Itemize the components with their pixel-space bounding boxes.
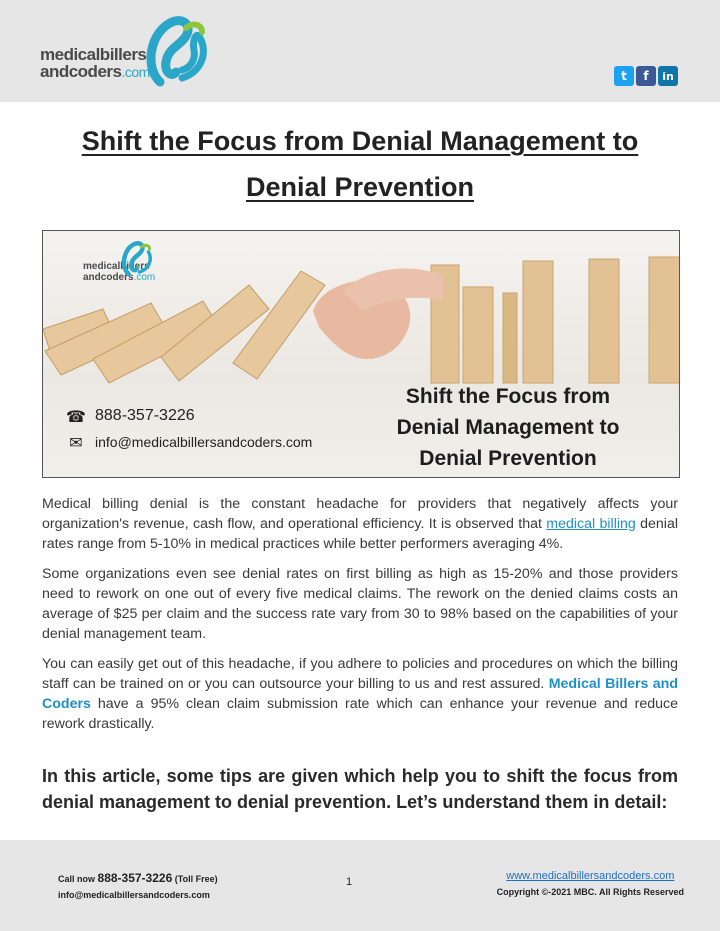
- hero-logo-line1: medicalbillers: [83, 261, 150, 272]
- footer-site: [497, 868, 684, 900]
- facebook-icon[interactable]: f: [636, 66, 656, 86]
- p1-text-b: denial rates range from 5-10% in medical practices while better performers averaging 4%.: [42, 516, 678, 552]
- footer-call-prefix: Call now: [58, 874, 98, 884]
- page-number: 1: [346, 876, 353, 888]
- hero-image: [42, 230, 680, 478]
- social-links: [614, 66, 678, 86]
- company-logo[interactable]: [40, 12, 210, 92]
- footer-email[interactable]: info@medicalbillersandcoders.com: [58, 890, 210, 900]
- footer-phone[interactable]: 888-357-3226: [97, 871, 173, 885]
- p3-text-a: You can easily get out of this headache, if you adhere to policies and procedures on which the billing staff can be trained on or you can outsource your billing to us and rest assured.: [42, 656, 678, 692]
- paragraph-1: [42, 494, 678, 554]
- footer: [0, 840, 720, 931]
- lead-paragraph: In this article, some tips are given which help you to shift the focus from denial management to denial prevention. Let’s understand them in detail:: [42, 766, 678, 812]
- title-line1: Shift the Focus from Denial Management to: [81, 126, 639, 156]
- paragraph-3: [42, 654, 678, 734]
- logo-com: .com: [121, 64, 150, 80]
- hero-logo-swirl-icon: [119, 239, 155, 279]
- hero-caption: [363, 381, 653, 474]
- hero-contact: [65, 403, 312, 455]
- footer-copyright: Copyright ©-2021 MBC. All Rights Reserved: [496, 887, 684, 897]
- paragraph-2: Some organizations even see denial rates on first billing as high as 15-20% and those providers need to rework on one out of every five medical claims. The rework on the denied claims costs an average of $25 per claim and the success rate vary from 30 to 98% based on the capabilities of your denial management team.: [42, 566, 678, 642]
- page-title: [40, 118, 680, 210]
- p1-text-a: Medical billing denial is the constant headache for providers that negatively affects your organization's revenue, cash flow, and operational efficiency. It is observed that: [42, 496, 678, 532]
- mail-icon: ✉: [69, 432, 83, 452]
- phone-icon: ☎: [66, 406, 86, 426]
- hero-caption-line2: Denial Management to: [396, 416, 620, 439]
- footer-website-link[interactable]: www.medicalbillersandcoders.com: [506, 870, 675, 882]
- linkedin-icon[interactable]: in: [658, 66, 678, 86]
- logo-wordmark: [40, 46, 150, 81]
- hero-logo-line2: andcoders: [83, 272, 134, 283]
- p3-text-b: have a 95% clean claim submission rate which can enhance your revenue and reduce rework drastically.: [42, 696, 678, 732]
- footer-call-suffix: (Toll Free): [172, 874, 218, 884]
- medical-billing-link[interactable]: medical billing: [546, 516, 636, 532]
- logo-line1: medicalbillers: [40, 45, 147, 64]
- header-band: [0, 0, 720, 102]
- hero-logo-com: .com: [133, 272, 156, 283]
- hero-caption-line3: Denial Prevention: [419, 447, 597, 470]
- title-line2: Denial Prevention: [245, 172, 475, 202]
- footer-contact: [58, 870, 218, 903]
- logo-line2: andcoders: [40, 62, 122, 81]
- hero-caption-line1: Shift the Focus from: [405, 385, 611, 408]
- article-body: [42, 494, 678, 744]
- twitter-icon[interactable]: t: [614, 66, 634, 86]
- hero-phone: 888-357-3226: [95, 407, 195, 424]
- logo-swirl-icon: [142, 12, 212, 92]
- medical-billers-coders-link[interactable]: Medical Billers and Coders: [42, 676, 678, 712]
- hero-email: info@medicalbillersandcoders.com: [95, 434, 313, 450]
